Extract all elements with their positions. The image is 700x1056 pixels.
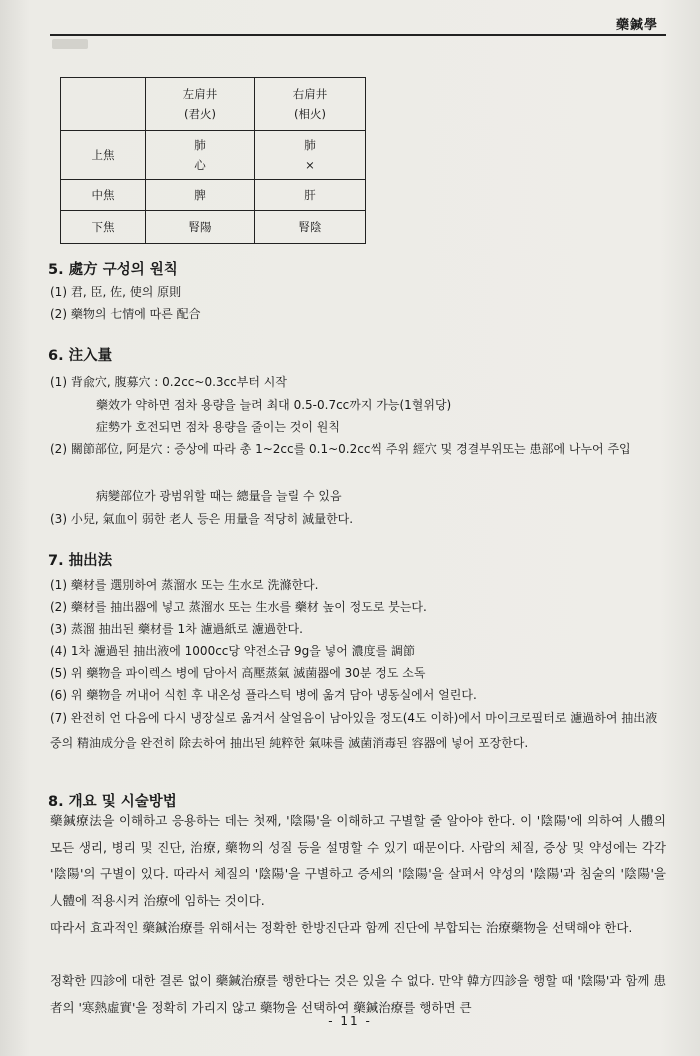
header-right-name: 右肩井 <box>292 87 328 101</box>
cell-right <box>255 131 366 180</box>
cell-left-line2: 心 <box>194 158 206 172</box>
running-header-title: 藥鍼學 <box>615 18 658 33</box>
s6-item-2-note: 病變部位가 광범위할 때는 總量을 늘릴 수 있음 <box>96 489 342 503</box>
header-left-sub: (君火) <box>184 107 216 121</box>
table-header-left <box>146 78 255 131</box>
table-row <box>61 131 366 180</box>
s6-item-1-note-a: 藥效가 약하면 점차 용량을 늘려 최대 0.5-0.7cc까지 가능(1혈위당) <box>96 398 452 412</box>
page-number: - 11 - <box>328 1014 372 1028</box>
cell-right-line1: 肺 <box>304 138 316 152</box>
s7-item-2: (2) 藥材를 抽出器에 넣고 蒸溜水 또는 生水를 藥材 높이 정도로 붓는다. <box>50 600 427 614</box>
table-row <box>61 211 366 244</box>
header-left-name: 左肩井 <box>182 87 218 101</box>
table-corner-cell <box>61 78 146 131</box>
cell-right-line2: × <box>305 158 315 172</box>
s6-item-1: (1) 背兪穴, 腹募穴 : 0.2cc~0.3cc부터 시작 <box>50 375 287 389</box>
cell-right: 腎陰 <box>255 211 366 244</box>
s7-item-7: (7) 완전히 언 다음에 다시 냉장실로 옮겨서 살얼음이 남아있을 정도(4도 이하)에서 마이크로필터로 濾過하여 抽出液 중의 精油成分을 완전히 除去하여 抽出된 純粹한 氣味를 滅菌消毒된 容器에 넣어 포장한다. <box>50 711 658 750</box>
s8-paragraph-3: 정확한 四診에 대한 결론 없이 藥鍼治療를 행한다는 것은 있을 수 없다. 만약 韓方四診을 행할 때 '陰陽'과 함께 患者의 '寒熱虛實'을 정확히 가리지 않고 藥物을 선택하여 藥鍼治療를 행하면 큰 <box>50 973 666 1015</box>
table-header-row <box>61 78 366 131</box>
cell-left-line1: 肺 <box>194 138 206 152</box>
row-label: 上焦 <box>61 131 146 180</box>
cell-left: 腎陽 <box>146 211 255 244</box>
s7-item-4: (4) 1차 濾過된 抽出液에 1000cc당 약전소금 9g을 넣어 濃度를 調節 <box>50 644 416 658</box>
header-ghost-mark <box>52 39 88 49</box>
s7-item-5: (5) 위 藥物을 파이렉스 병에 담아서 高壓蒸氣 滅菌器에 30분 정도 소독 <box>50 666 426 680</box>
row-label: 下焦 <box>61 211 146 244</box>
s6-item-1-note-b: 症勢가 호전되면 점차 용량을 줄이는 것이 원칙 <box>96 420 340 434</box>
cell-right: 肝 <box>255 180 366 211</box>
table-header-right <box>255 78 366 131</box>
header-right-sub: (相火) <box>294 107 326 121</box>
s7-item-1: (1) 藥材를 選別하여 蒸溜水 또는 生水로 洗滌한다. <box>50 578 319 592</box>
section-title-5: 5. 處方 구성의 원칙 <box>48 262 178 278</box>
row-label: 中焦 <box>61 180 146 211</box>
header-rule <box>50 34 666 36</box>
cell-left <box>146 131 255 180</box>
section-title-7: 7. 抽出法 <box>48 553 113 569</box>
section-title-6: 6. 注入量 <box>48 348 113 364</box>
s5-item-1: (1) 君, 臣, 佐, 使의 原則 <box>50 285 182 299</box>
section-title-8: 8. 개요 및 시술방법 <box>48 794 177 810</box>
s7-item-6: (6) 위 藥物을 꺼내어 식힌 후 내온성 플라스틱 병에 옮겨 담아 냉동실에서 얼린다. <box>50 688 477 702</box>
table-row <box>61 180 366 211</box>
s8-paragraph-1: 藥鍼療法을 이해하고 응용하는 데는 첫째, '陰陽'을 이해하고 구별할 줄 알아야 한다. 이 '陰陽'에 의하여 人體의 모든 생리, 병리 및 진단, 治療, 藥物의 성질 등을 설명할 수 있기 때문이다. 사람의 체질, 증상 및 약성에는 각각 '陰陽'의 구별이 있다. 따라서 체질의 '陰陽'을 구별하고 증세의 '陰陽'을 살펴서 약성의 '陰陽'과 침술의 '陰陽'을 人體에 적용시켜 治療에 임하는 것이다. <box>50 813 666 908</box>
s6-item-3: (3) 小兒, 氣血이 弱한 老人 등은 用量을 적당히 減量한다. <box>50 512 354 526</box>
s8-paragraph-2: 따라서 효과적인 藥鍼治療를 위해서는 정확한 한방진단과 함께 진단에 부합되는 治療藥物을 선택해야 한다. <box>50 920 633 935</box>
s6-item-2: (2) 關節部位, 阿是穴 : 증상에 따라 총 1~2cc를 0.1~0.2cc씩 주위 經穴 및 경결부위또는 患部에 나누어 주입 <box>50 442 631 456</box>
meridian-table <box>60 77 366 244</box>
s7-item-3: (3) 蒸溜 抽出된 藥材를 1차 濾過紙로 濾過한다. <box>50 622 303 636</box>
s5-item-2: (2) 藥物의 七情에 따른 配合 <box>50 307 201 321</box>
cell-left: 脾 <box>146 180 255 211</box>
